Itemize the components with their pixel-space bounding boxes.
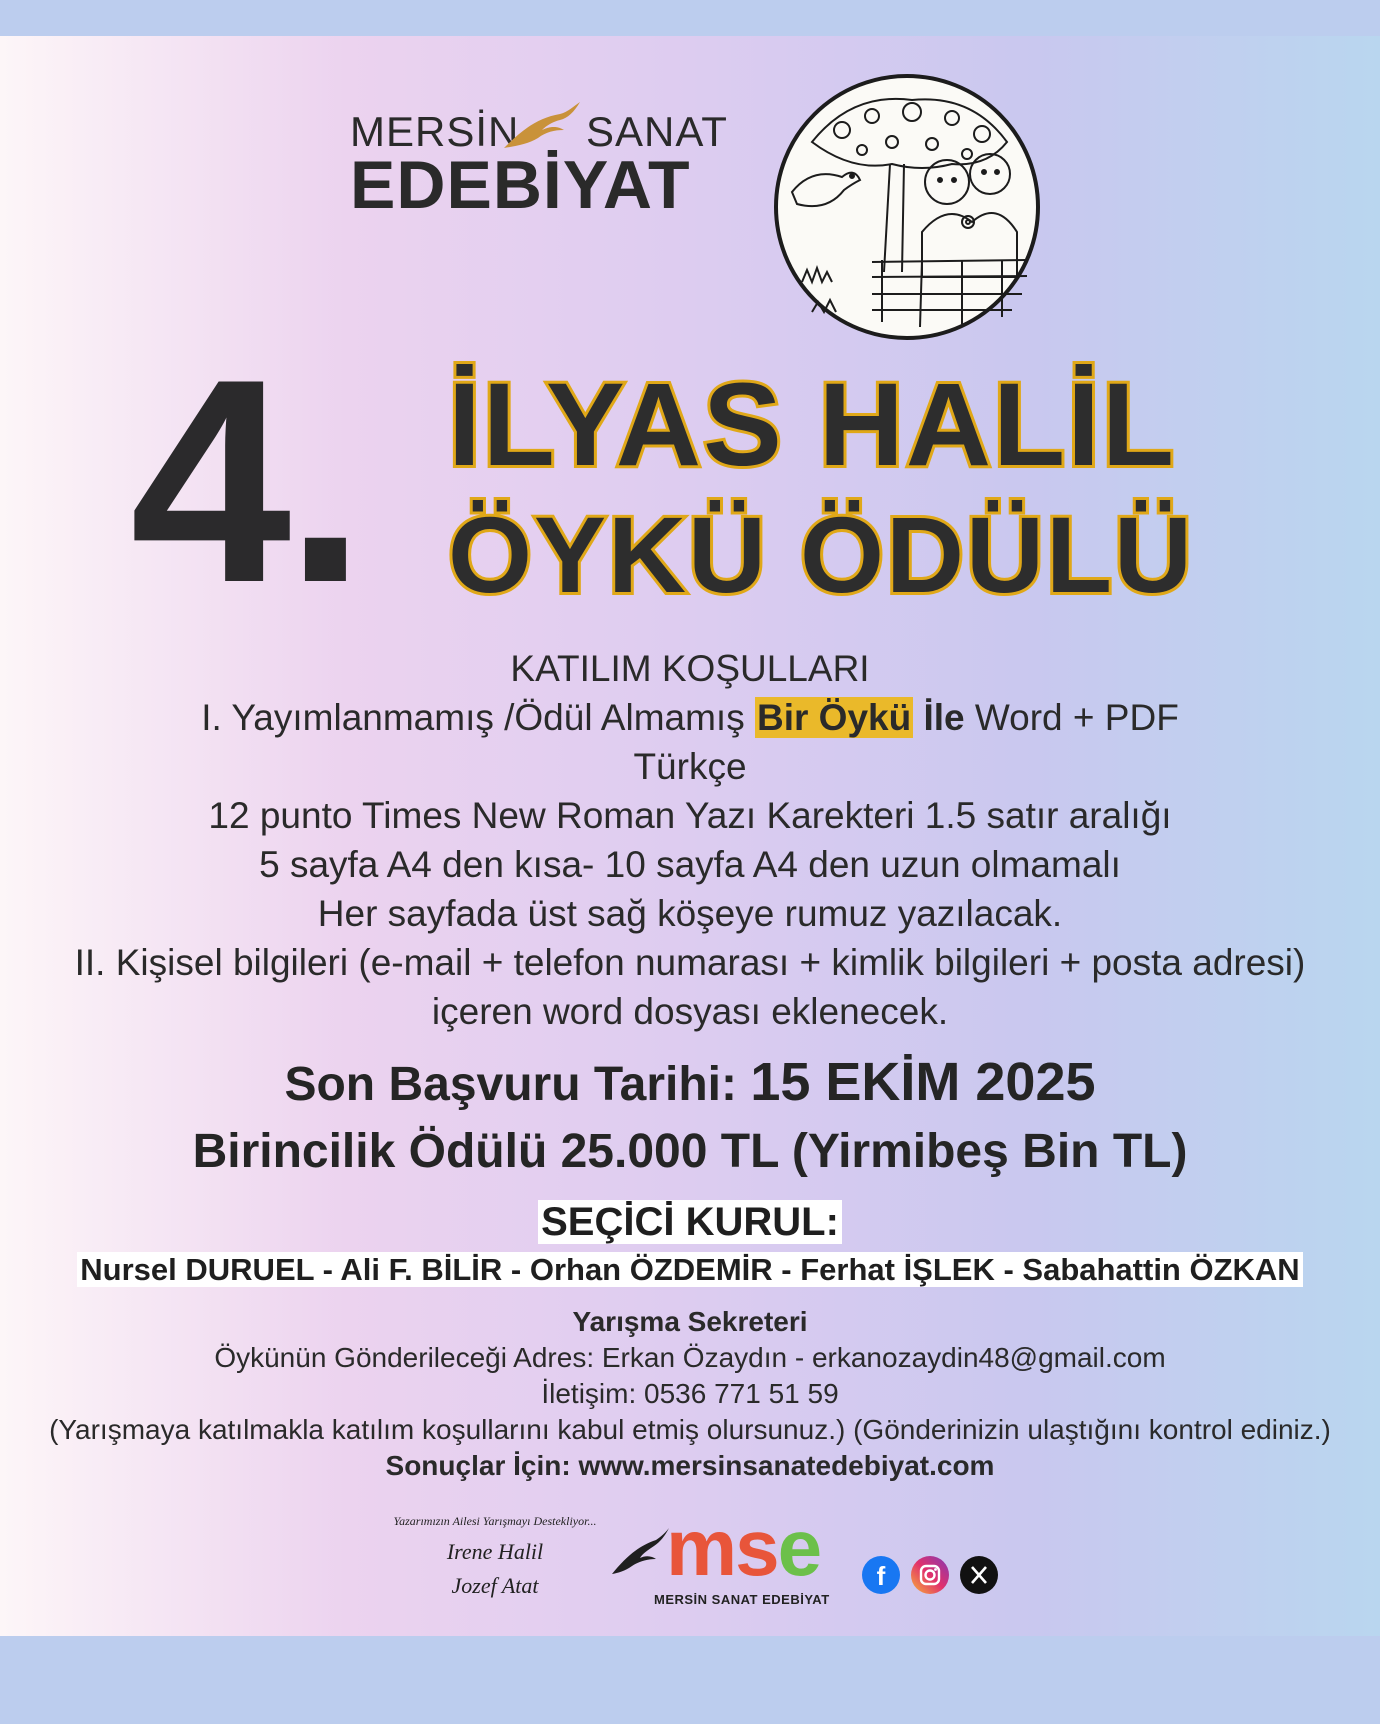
mse-swallow-icon	[610, 1526, 670, 1576]
signature-name-1: Irene Halil	[446, 1539, 544, 1564]
deadline-date: 15 EKİM 2025	[750, 1052, 1096, 1112]
jury-names-text: Nursel DURUEL - Ali F. BİLİR - Orhan ÖZDEMİR - Ferhat İŞLEK - Sabahattin ÖZKAN	[77, 1252, 1302, 1287]
submission-address: Öykünün Gönderileceği Adres: Erkan Özaydın - erkanozaydin48@gmail.com	[214, 1342, 1166, 1373]
family-signature	[380, 1514, 610, 1599]
condition-line-7: içeren word dosyası eklenecek.	[431, 991, 949, 1032]
contact-phone: İletişim: 0536 771 51 59	[541, 1378, 839, 1409]
signature-name-2: Jozef Atat	[451, 1573, 539, 1598]
facebook-icon[interactable]	[862, 1556, 900, 1594]
participation-note: (Yarışmaya katılmakla katılım koşullarını kabul etmiş olursunuz.) (Gönderinizin ulaştığını kontrol ediniz.)	[49, 1414, 1331, 1445]
condition-line-2: Türkçe	[633, 746, 747, 787]
swallow-icon	[502, 100, 582, 150]
support-line: Yazarımızın Ailesi Yarışmayı Destekliyor...	[393, 1514, 597, 1528]
illustration-medallion	[772, 72, 1042, 342]
poster	[0, 36, 1380, 1636]
title-line-1: İLYAS HALİL	[448, 359, 1176, 491]
condition-line-1-space	[913, 697, 923, 738]
jury-title	[0, 1200, 1380, 1245]
condition-line-1-text: I. Yayımlanmamış /Ödül Almamış	[201, 697, 755, 738]
edition-number: 4.	[130, 319, 360, 643]
jury-names	[0, 1252, 1380, 1288]
condition-line-3: 12 punto Times New Roman Yazı Karekteri 1.5 satır aralığı	[208, 795, 1172, 836]
bold-ile: İle	[923, 697, 965, 738]
title-line-2: ÖYKÜ ÖDÜLÜ	[448, 494, 1194, 615]
mse-caption: MERSİN SANAT EDEBİYAT	[654, 1592, 830, 1607]
mse-logo	[610, 1503, 838, 1616]
prize: Birincilik Ödülü 25.000 TL (Yirmibeş Bin TL)	[192, 1125, 1188, 1178]
conditions-heading: KATILIM KOŞULLARI	[510, 648, 870, 689]
deadline-label: Son Başvuru Tarihi:	[284, 1058, 751, 1111]
mse-letters: mse	[666, 1503, 821, 1592]
condition-line-5: Her sayfada üst sağ köşeye rumuz yazılacak.	[317, 893, 1063, 934]
x-icon[interactable]	[960, 1556, 998, 1594]
brand-word-sanat: SANAT	[586, 108, 728, 155]
instagram-icon[interactable]	[911, 1556, 949, 1594]
secretary-title: Yarışma Sekreteri	[572, 1306, 808, 1337]
brand-word-mersin: MERSİN	[350, 108, 520, 155]
condition-line-1-format: Word + PDF	[964, 697, 1179, 738]
svg-text:f: f	[876, 1561, 886, 1591]
condition-line-6: II. Kişisel bilgileri (e-mail + telefon numarası + kimlik bilgileri + posta adresi)	[74, 942, 1306, 983]
deadline	[0, 1051, 1380, 1113]
brand-word-edebiyat: EDEBİYAT	[350, 147, 691, 223]
highlight-bir-oyku: Bir Öykü	[756, 697, 912, 738]
jury-title-text: SEÇİCİ KURUL:	[538, 1200, 842, 1244]
condition-line-1	[0, 693, 1380, 742]
conditions-block	[0, 644, 1380, 1036]
results-link[interactable]: Sonuçlar İçin: www.mersinsanatedebiyat.com	[385, 1450, 995, 1481]
condition-line-4: 5 sayfa A4 den kısa- 10 sayfa A4 den uzun olmamalı	[259, 844, 1121, 885]
